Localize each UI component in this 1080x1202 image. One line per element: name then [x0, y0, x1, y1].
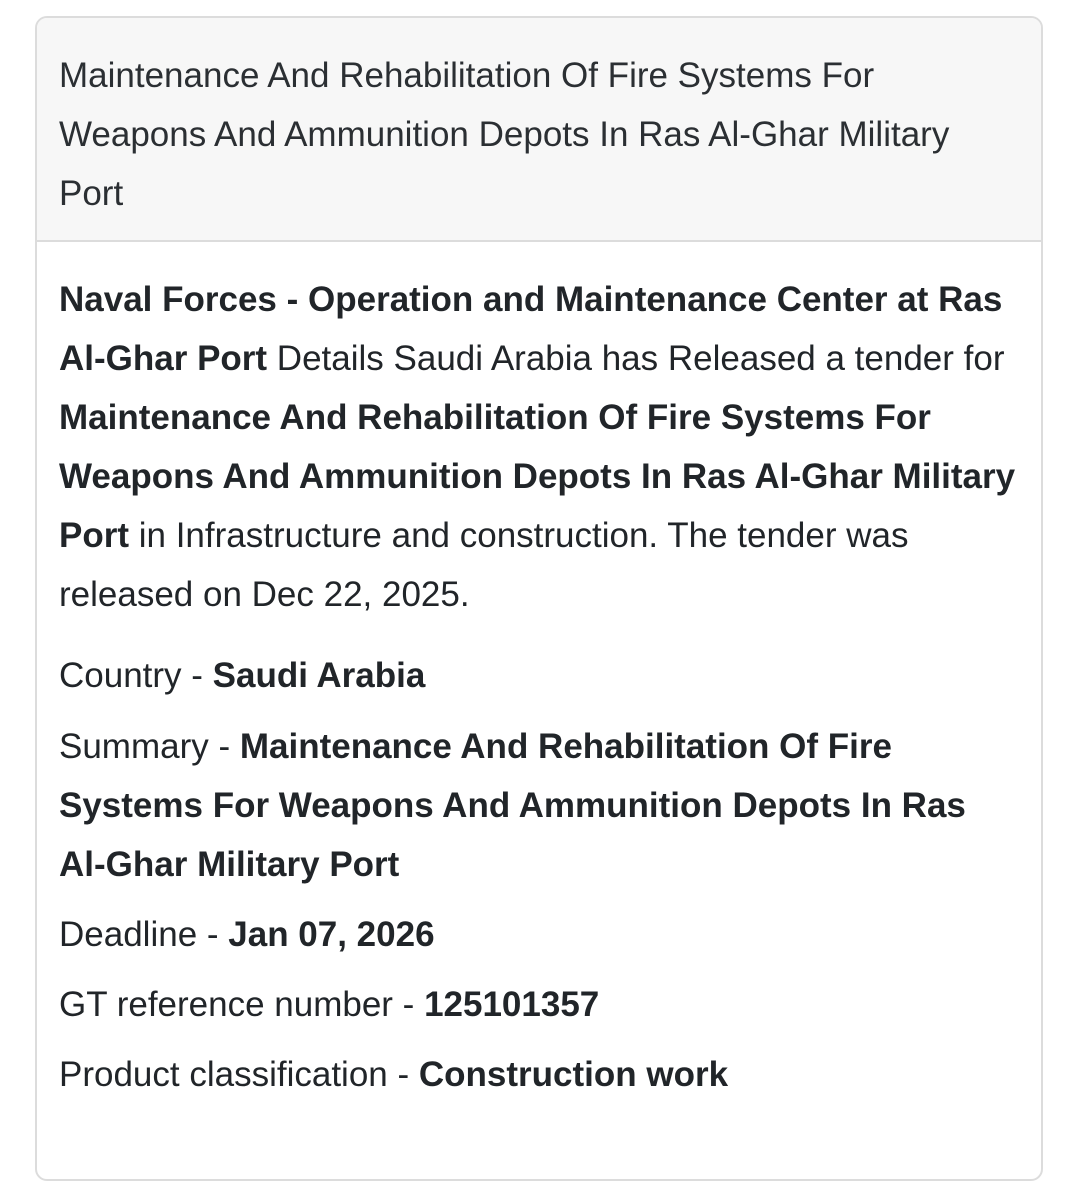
tender-name: Maintenance And Rehabilitation Of Fire Systems For Weapons And Ammunition Depots In Ras Al-Ghar Military Port — [59, 398, 1016, 555]
deadline-field — [59, 905, 1019, 964]
description-text-2: in Infrastructure and construction. The tender was released on Dec 22, 2025. — [59, 516, 909, 614]
summary-label: Summary - — [59, 727, 240, 766]
summary-field — [59, 717, 1019, 894]
product-classification-value: Construction work — [418, 1055, 729, 1094]
card-header — [37, 18, 1041, 242]
reference-number-label: GT reference number - — [59, 985, 425, 1024]
description-text-1: Details Saudi Arabia has Released a tender for — [267, 339, 1005, 378]
product-classification-label: Product classification - — [59, 1055, 419, 1094]
product-classification-field — [59, 1045, 1019, 1104]
reference-number-value: 125101357 — [424, 985, 600, 1024]
country-label: Country - — [59, 656, 213, 695]
tender-card — [35, 16, 1043, 1181]
card-body — [37, 242, 1041, 1104]
deadline-label: Deadline - — [59, 915, 229, 954]
summary-value: Maintenance And Rehabilitation Of Fire Systems For Weapons And Ammunition Depots In Ras Al-Ghar Military Port — [59, 727, 966, 884]
tender-title: Maintenance And Rehabilitation Of Fire Systems For Weapons And Ammunition Depots In Ras Al-Ghar Military Port — [59, 56, 950, 213]
reference-number-field — [59, 975, 1019, 1034]
deadline-value: Jan 07, 2026 — [228, 915, 435, 954]
tender-description — [59, 270, 1019, 624]
country-value: Saudi Arabia — [212, 656, 426, 695]
issuer-name: Naval Forces - Operation and Maintenance Center at Ras Al-Ghar Port — [59, 280, 1003, 378]
country-field — [59, 646, 1019, 705]
